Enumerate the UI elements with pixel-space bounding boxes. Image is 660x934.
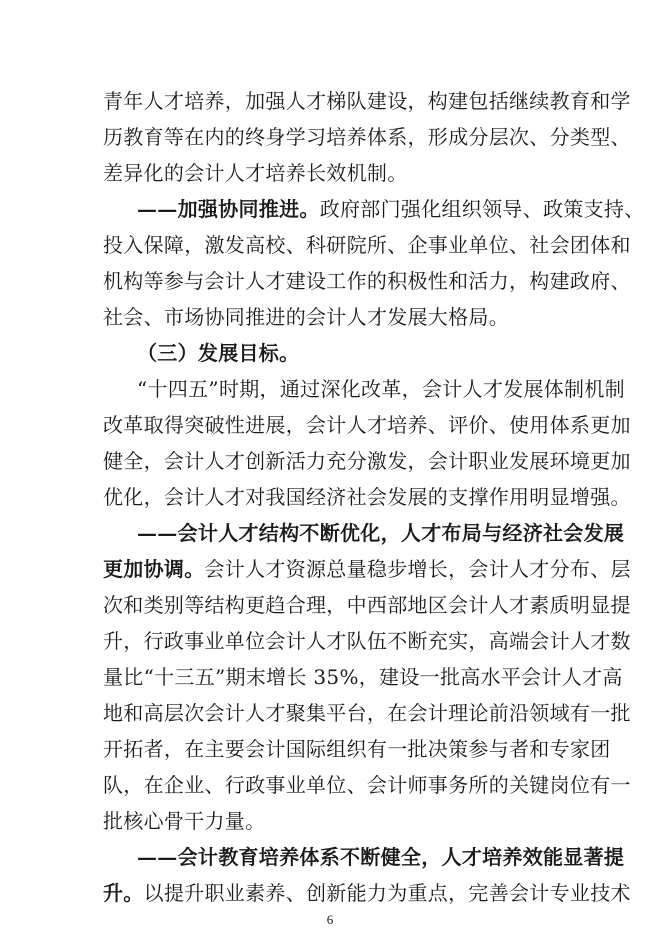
body-line: “十四五”时期，通过深化改革，会计人才发展体制机制 (137, 377, 625, 401)
line-text: 以提升职业素养、创新能力为重点，完善会计专业技术 (143, 881, 631, 905)
body-line (103, 876, 631, 910)
body-line: 改革取得突破性进展，会计人才培养、评价、使用体系更加 (103, 413, 631, 437)
body-line: 优化，会计人才对我国经济社会发展的支撑作用明显增强。 (103, 485, 631, 509)
body-line: 开拓者，在主要会计国际组织有一批决策参与者和专家团 (103, 737, 611, 761)
bold-lead: ——会计教育培养体系不断健全，人才培养效能显著提 (137, 845, 625, 869)
body-line: 次和类别等结构更趋合理，中西部地区会计人才素质明显提 (103, 593, 631, 617)
page-number: 6 (326, 912, 334, 927)
section-heading: （三）发展目标。 (137, 341, 300, 365)
bold-lead: ——会计人才结构不断优化，人才布局与经济社会发展 (137, 521, 625, 545)
body-line: 地和高层次会计人才聚集平台，在会计理论前沿领域有一批 (103, 701, 631, 725)
line-text: 政府部门强化组织领导、政策支持、 (319, 197, 645, 221)
body-line: 队，在企业、行政事业单位、会计师事务所的关键岗位有一 (103, 773, 631, 797)
body-line: 差异化的会计人才培养长效机制。 (103, 161, 408, 185)
body-line: 历教育等在内的终身学习培养体系，形成分层次、分类型、 (103, 125, 631, 149)
body-line (137, 192, 645, 226)
body-line: 机构等参与会计人才建设工作的积极性和活力，构建政府、 (103, 269, 631, 293)
body-line (103, 552, 631, 586)
body-line: 升，行政事业单位会计人才队伍不断充实，高端会计人才数 (103, 629, 631, 653)
line-text: 会计人才资源总量稳步增长，会计人才分布、层 (204, 557, 631, 581)
body-line: 健全，会计人才创新活力充分激发，会计职业发展环境更加 (103, 449, 631, 473)
body-line: 青年人才培养，加强人才梯队建设，构建包括继续教育和学 (103, 89, 631, 113)
body-line: 量比“十三五”期末增长 35%，建设一批高水平会计人才高 (103, 665, 623, 689)
bold-lead: 升。 (103, 881, 144, 905)
bold-lead: 更加协调。 (103, 557, 205, 581)
body-line: 投入保障，激发高校、科研院所、企事业单位、社会团体和 (103, 233, 631, 257)
bold-lead: ——加强协同推进。 (137, 197, 320, 221)
body-line: 批核心骨干力量。 (103, 809, 266, 833)
body-line: 社会、市场协同推进的会计人才发展大格局。 (103, 305, 509, 329)
body-line (137, 840, 625, 874)
body-line (137, 516, 625, 550)
